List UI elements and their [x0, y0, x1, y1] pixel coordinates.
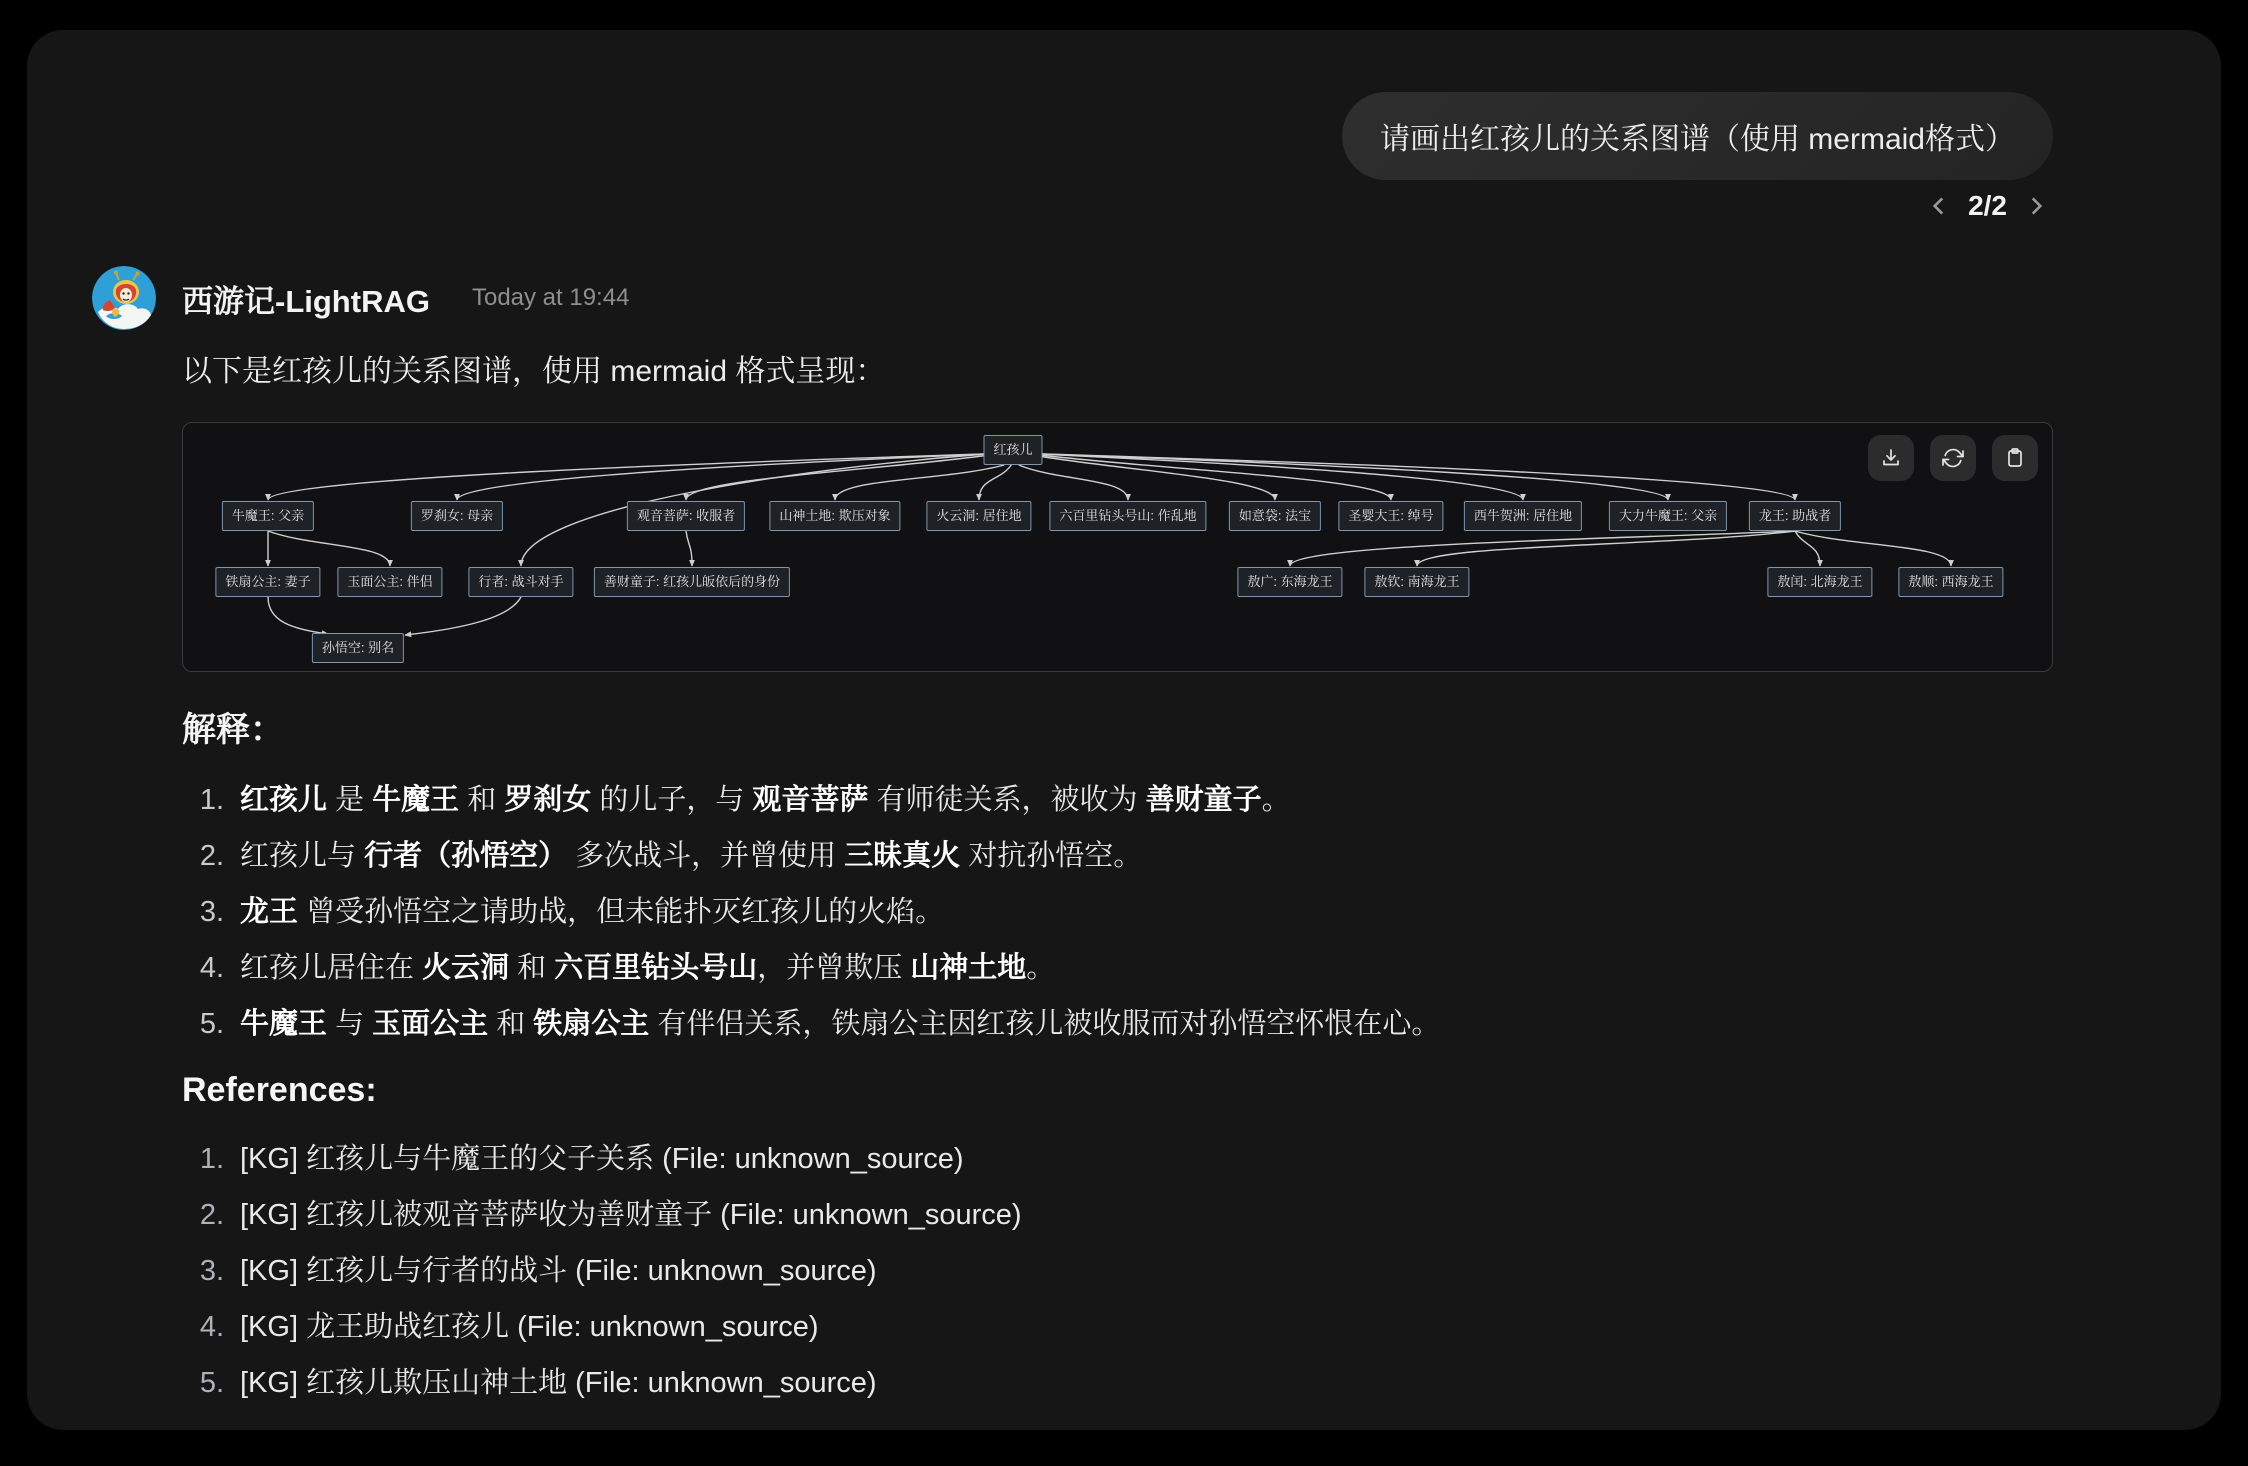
- refresh-icon: [1941, 446, 1965, 470]
- diagram-edge: [268, 454, 984, 500]
- diagram-edge: [1019, 465, 1128, 500]
- diagram-edge: [1417, 531, 1795, 566]
- assistant-message: [92, 266, 2133, 1430]
- next-page-icon[interactable]: [2023, 193, 2049, 219]
- diagram-node-sunwukong: 孙悟空: 别名: [312, 633, 404, 663]
- reference-text: [KG] 红孩儿与牛魔王的父子关系 (File: unknown_source): [240, 1143, 964, 1175]
- mermaid-diagram: [182, 422, 2053, 672]
- reference-item: [182, 1311, 2133, 1344]
- download-button[interactable]: [1868, 435, 1914, 481]
- diagram-node-honghaier: 红孩儿: [983, 435, 1042, 465]
- item-text: 红孩儿居住在 火云洞 和 六百里钻头号山，并曾欺压 山神土地。: [240, 952, 1056, 984]
- reference-item: [182, 1199, 2133, 1232]
- explanation-item: [182, 952, 2133, 985]
- explanation-heading: 解释：: [182, 711, 284, 749]
- assistant-message-body: [182, 346, 2133, 1430]
- diagram-node-luochanv: 罗刹女: 母亲: [411, 501, 503, 531]
- refresh-button[interactable]: [1930, 435, 1976, 481]
- item-number: 3.: [199, 1255, 224, 1287]
- diagram-edge: [979, 465, 1011, 500]
- item-number: 1.: [199, 784, 224, 816]
- diagram-edge: [268, 531, 390, 566]
- message-timestamp: Today at 19:44: [471, 284, 630, 311]
- item-number: 4.: [199, 1311, 224, 1343]
- diagram-node-shanshen: 山神土地: 欺压对象: [769, 501, 900, 531]
- item-number: 1.: [199, 1143, 224, 1175]
- diagram-node-niumowang: 牛魔王: 父亲: [222, 501, 314, 531]
- item-text: 龙王 曾受孙悟空之请助战，但未能扑灭红孩儿的火焰。: [240, 896, 945, 928]
- explanation-list: [182, 784, 2133, 1041]
- diagram-node-dali: 大力牛魔王: 父亲: [1609, 501, 1727, 531]
- diagram-edge: [1042, 454, 1668, 500]
- diagram-node-aoguang: 敖广: 东海龙王: [1237, 567, 1342, 597]
- assistant-name: 西游记-LightRAG: [182, 283, 430, 319]
- diagram-edge: [1042, 454, 1795, 500]
- diagram-node-longwang: 龙王: 助战者: [1749, 501, 1841, 531]
- diagram-node-aoshun: 敖顺: 西海龙王: [1898, 567, 2003, 597]
- diagram-node-xingzhe: 行者: 战斗对手: [468, 567, 573, 597]
- diagram-node-aorun: 敖闰: 北海龙王: [1767, 567, 1872, 597]
- explanation-item: [182, 840, 2133, 873]
- diagram-node-aoqin: 敖钦: 南海龙王: [1364, 567, 1469, 597]
- user-message-row: [1342, 92, 2053, 180]
- explanation-item: [182, 784, 2133, 817]
- item-text: 红孩儿与 行者（孙悟空） 多次战斗，并曾使用 三昧真火 对抗孙悟空。: [240, 840, 1143, 872]
- diagram-node-tieshan: 铁扇公主: 妻子: [215, 567, 320, 597]
- intro-text: 以下是红孩儿的关系图谱，使用 mermaid 格式呈现：: [182, 355, 886, 388]
- diagram-node-shengying: 圣婴大王: 绰号: [1338, 501, 1443, 531]
- item-number: 5.: [199, 1008, 224, 1040]
- explanation-item: [182, 1008, 2133, 1041]
- item-number: 3.: [199, 896, 224, 928]
- assistant-header: [92, 266, 2133, 330]
- diagram-node-huoyundong: 火云洞: 居住地: [926, 501, 1031, 531]
- diagram-edge: [1795, 531, 1951, 566]
- diagram-edge: [521, 454, 986, 566]
- diagram-edge: [1290, 531, 1795, 566]
- diagram-edge: [405, 597, 521, 635]
- diagram-node-shancai: 善财童子: 红孩儿皈依后的身份: [594, 567, 790, 597]
- message-pagination: [1926, 190, 2049, 222]
- reference-text: [KG] 红孩儿被观音菩萨收为善财童子 (File: unknown_source): [240, 1199, 1022, 1231]
- diagram-edge: [268, 597, 328, 634]
- item-number: 5.: [199, 1367, 224, 1399]
- diagram-edge: [686, 531, 692, 566]
- diagram-edges: [183, 423, 2052, 671]
- diagram-node-ruyidai: 如意袋: 法宝: [1229, 501, 1321, 531]
- diagram-node-guanyin: 观音菩萨: 收服者: [627, 501, 745, 531]
- user-message-bubble: 请画出红孩儿的关系图谱（使用 mermaid格式）: [1342, 92, 2053, 180]
- explanation-item: [182, 896, 2133, 929]
- diagram-edge: [835, 465, 1004, 500]
- clipboard-icon: [2003, 446, 2027, 470]
- chat-panel: [27, 30, 2221, 1430]
- reference-text: [KG] 红孩儿欺压山神土地 (File: unknown_source): [240, 1367, 877, 1399]
- item-text: 牛魔王 与 玉面公主 和 铁扇公主 有伴侣关系，铁扇公主因红孩儿被收服而对孙悟空怀恨在心。: [240, 1008, 1441, 1040]
- clipboard-button[interactable]: [1992, 435, 2038, 481]
- assistant-avatar: [92, 266, 156, 330]
- prev-page-icon[interactable]: [1926, 193, 1952, 219]
- reference-item: [182, 1367, 2133, 1400]
- download-icon: [1879, 446, 1903, 470]
- references-heading: References:: [182, 1071, 377, 1109]
- diagram-node-zuantou: 六百里钻头号山: 作乱地: [1049, 501, 1206, 531]
- item-number: 2.: [199, 1199, 224, 1231]
- reference-item: [182, 1143, 2133, 1176]
- diagram-node-yumian: 玉面公主: 伴侣: [337, 567, 442, 597]
- item-number: 2.: [199, 840, 224, 872]
- reference-item: [182, 1255, 2133, 1288]
- item-number: 4.: [199, 952, 224, 984]
- diagram-node-xiniu: 西牛贺洲: 居住地: [1464, 501, 1582, 531]
- page-indicator: 2/2: [1968, 190, 2007, 221]
- references-list: [182, 1143, 2133, 1400]
- item-text: 红孩儿 是 牛魔王 和 罗刹女 的儿子，与 观音菩萨 有师徒关系，被收为 善财童子。: [240, 784, 1291, 816]
- reference-text: [KG] 龙王助战红孩儿 (File: unknown_source): [240, 1311, 819, 1343]
- diagram-toolbar: [1868, 435, 2038, 481]
- reference-text: [KG] 红孩儿与行者的战斗 (File: unknown_source): [240, 1255, 877, 1287]
